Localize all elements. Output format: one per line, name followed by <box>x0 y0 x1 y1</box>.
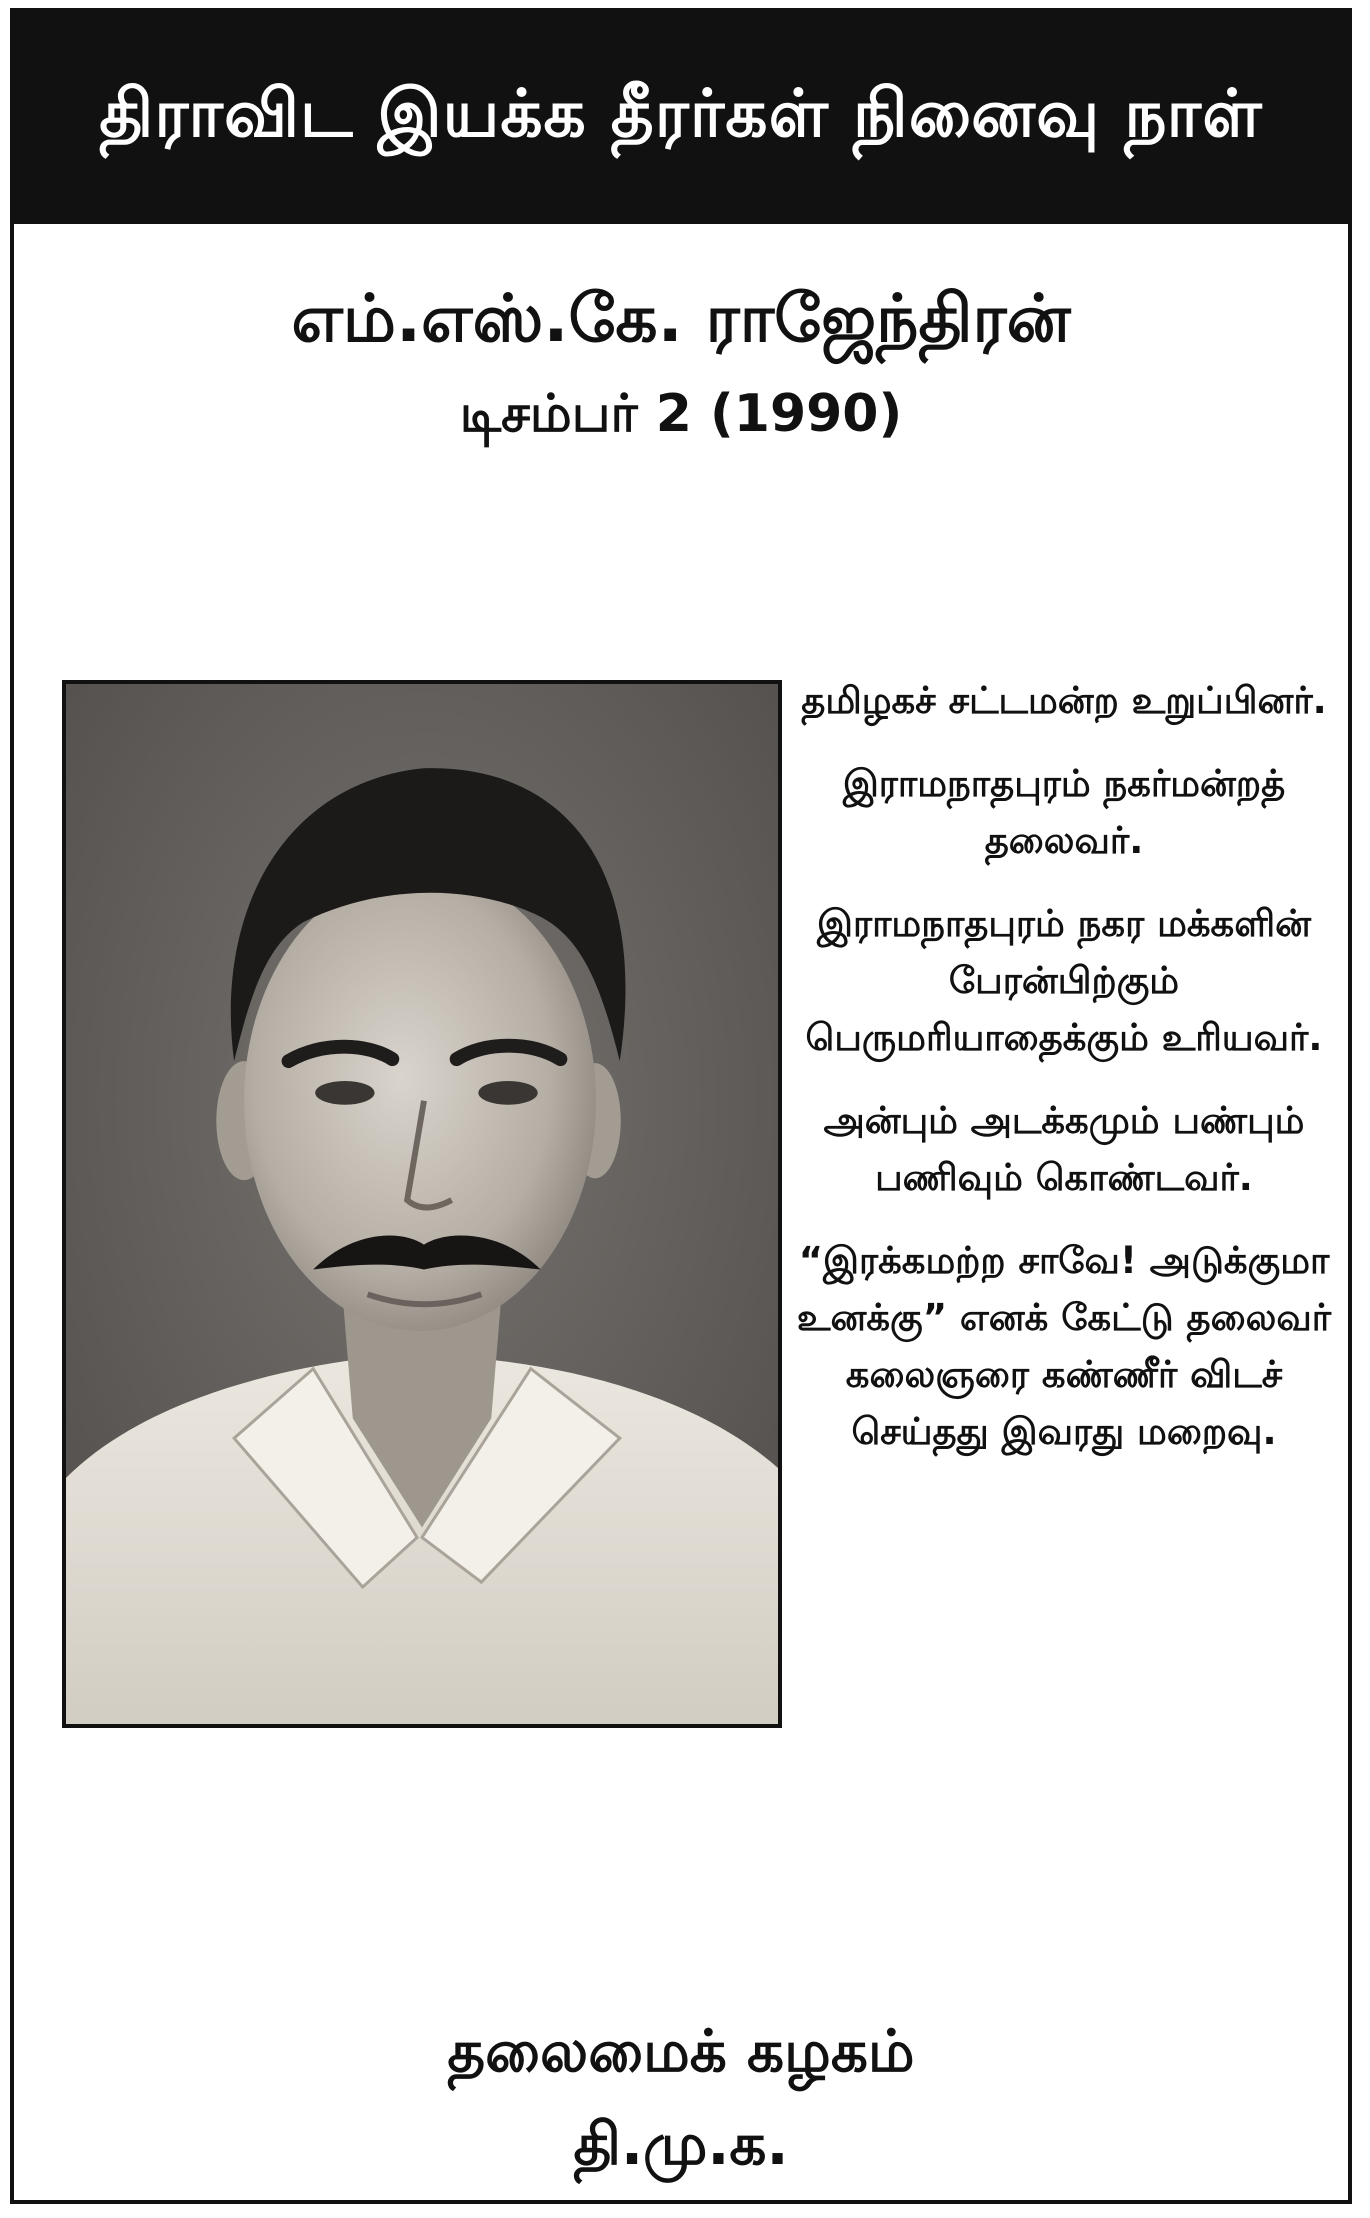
tribute-line-1: தமிழகச் சட்டமன்ற உறுப்பினர். <box>801 679 1327 722</box>
tribute-line-3: இராமநாதபுரம் நகர மக்களின் பேரன்பிற்கும் பெருமரியாதைக்கும் உரியவர். <box>805 902 1323 1059</box>
person-name: எம்.எஸ்.கே. ராஜேந்திரன் <box>291 280 1071 357</box>
tribute-line-4: அன்பும் அடக்கமும் பண்பும் பணிவும் கொண்டவர். <box>823 1099 1305 1199</box>
banner-title: திராவிட இயக்க தீரர்கள் நினைவு நாள் <box>99 75 1263 152</box>
tribute-line-2: இராமநாதபுரம் நகர்மன்றத் தலைவர். <box>842 762 1286 862</box>
portrait-illustration <box>66 684 778 1724</box>
memorial-poster <box>10 8 1352 2204</box>
portrait-photo <box>62 680 782 1728</box>
tribute-text <box>794 672 1334 1460</box>
title-banner <box>14 12 1348 224</box>
footer-organization: தலைமைக் கழகம் <box>447 2017 915 2085</box>
memorial-date: டிசம்பர் 2 (1990) <box>459 384 903 444</box>
footer-party: தி.மு.க. <box>573 2110 789 2178</box>
tribute-line-5: “இரக்கமற்ற சாவே! அடுக்குமா உனக்கு” எனக் கேட்டு தலைவர் கலைஞரை கண்ணீர் விடச் செய்தது இவரது மறைவு. <box>796 1239 1332 1453</box>
